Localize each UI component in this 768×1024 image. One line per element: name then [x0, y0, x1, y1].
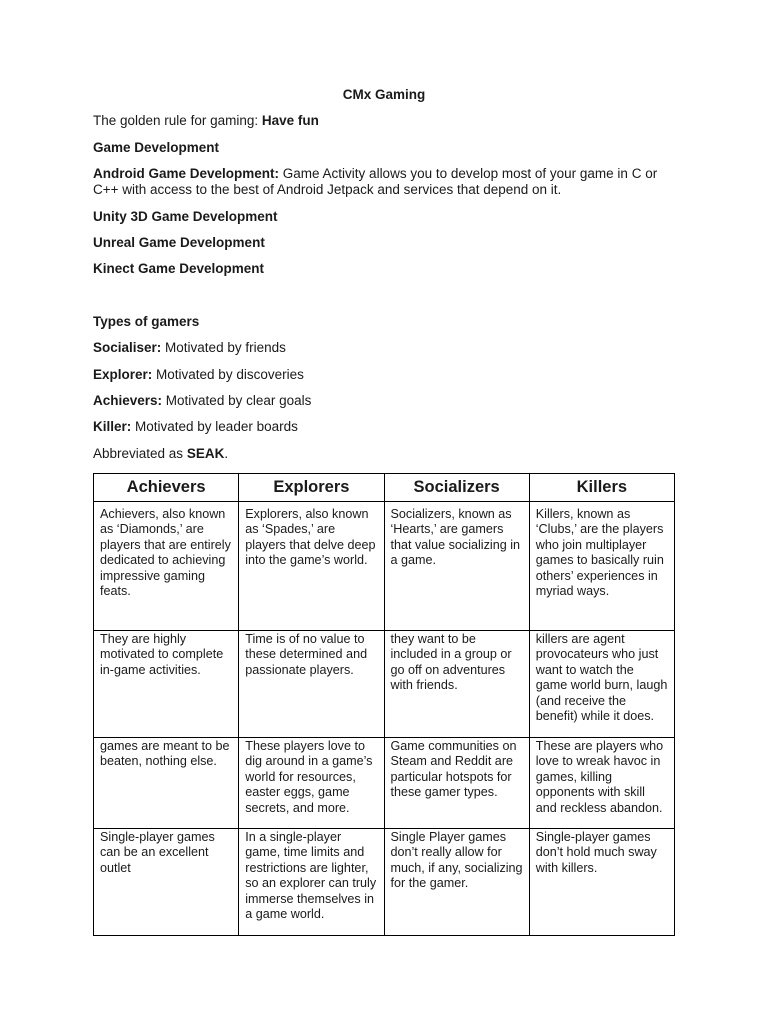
table-cell: Single Player games don’t really allow for much, if any, socializing for the gamer. — [384, 829, 529, 936]
header-achievers: Achievers — [94, 474, 239, 502]
types-heading-text: Types of gamers — [93, 314, 200, 329]
table-cell: games are meant to be beaten, nothing else. — [94, 738, 239, 829]
table-cell: They are highly motivated to complete in-game activities. — [94, 631, 239, 738]
abbreviation-line — [93, 446, 683, 462]
game-development-heading-text: Game Development — [93, 140, 220, 155]
type-text: Motivated by discoveries — [152, 367, 304, 382]
type-text: Motivated by clear goals — [162, 393, 312, 408]
type-explorer — [93, 367, 683, 383]
types-heading — [93, 314, 683, 330]
table-cell: Socializers, known as ‘Hearts,’ are gamers that value socializing in a game. — [384, 502, 529, 631]
table-cell: Achievers, also known as ‘Diamonds,’ are players that are entirely dedicated to achieving impressive gaming feats. — [94, 502, 239, 631]
type-label: Achievers: — [93, 393, 163, 408]
table-row — [94, 502, 675, 631]
android-label: Android Game Development: — [93, 166, 280, 181]
type-killer — [93, 419, 683, 435]
unity-heading — [93, 209, 683, 225]
abbreviation-emphasis: SEAK — [186, 446, 225, 461]
unreal-heading — [93, 235, 683, 251]
table-row — [94, 631, 675, 738]
table-cell: Single-player games don’t hold much sway with killers. — [529, 829, 674, 936]
android-paragraph — [93, 166, 683, 198]
type-label: Explorer: — [93, 367, 153, 382]
abbreviation-prefix: Abbreviated as — [93, 446, 187, 461]
header-killers: Killers — [529, 474, 674, 502]
table-cell: Game communities on Steam and Reddit are particular hotspots for these gamer types. — [384, 738, 529, 829]
table-cell: These players love to dig around in a game’s world for resources, easter eggs, game secrets, and more. — [239, 738, 384, 829]
gamer-types-table — [93, 473, 675, 936]
golden-rule-emphasis: Have fun — [261, 113, 319, 128]
type-text: Motivated by friends — [161, 340, 286, 355]
type-label: Killer: — [93, 419, 132, 434]
table-header-row — [94, 474, 675, 502]
unity-heading-text: Unity 3D Game Development — [93, 209, 278, 224]
type-achievers — [93, 393, 683, 409]
table-cell: killers are agent provocateurs who just want to watch the game world burn, laugh (and receive the benefit) while it does. — [529, 631, 674, 738]
golden-rule-prefix: The golden rule for gaming: — [93, 113, 262, 128]
unreal-heading-text: Unreal Game Development — [93, 235, 265, 250]
abbreviation-suffix: . — [224, 446, 229, 461]
table-cell: These are players who love to wreak havoc in games, killing opponents with skill and reckless abandon. — [529, 738, 674, 829]
header-socializers: Socializers — [384, 474, 529, 502]
type-text: Motivated by leader boards — [131, 419, 298, 434]
table-cell: Explorers, also known as ‘Spades,’ are players that delve deep into the game’s world. — [239, 502, 384, 631]
android-text: Game Activity allows you to develop most of your game in C or C++ with access to the best of Android Jetpack and services that depend on it. — [93, 166, 658, 197]
golden-rule-line — [93, 113, 683, 129]
kinect-heading-text: Kinect Game Development — [93, 261, 265, 276]
type-label: Socialiser: — [93, 340, 162, 355]
table-cell: Time is of no value to these determined and passionate players. — [239, 631, 384, 738]
table-cell: Single-player games can be an excellent outlet — [94, 829, 239, 936]
table-cell: Killers, known as ‘Clubs,’ are the players who join multiplayer games to basically ruin others’ experiences in myriad ways. — [529, 502, 674, 631]
game-development-heading — [93, 140, 683, 156]
table-row — [94, 738, 675, 829]
type-socialiser — [93, 340, 683, 356]
header-explorers: Explorers — [239, 474, 384, 502]
table-cell: In a single-player game, time limits and restrictions are lighter, so an explorer can truly immerse themselves in a game world. — [239, 829, 384, 936]
kinect-heading — [93, 261, 683, 277]
table-row — [94, 829, 675, 936]
document-title: CMx Gaming — [342, 87, 426, 102]
table-cell: they want to be included in a group or go off on adventures with friends. — [384, 631, 529, 738]
